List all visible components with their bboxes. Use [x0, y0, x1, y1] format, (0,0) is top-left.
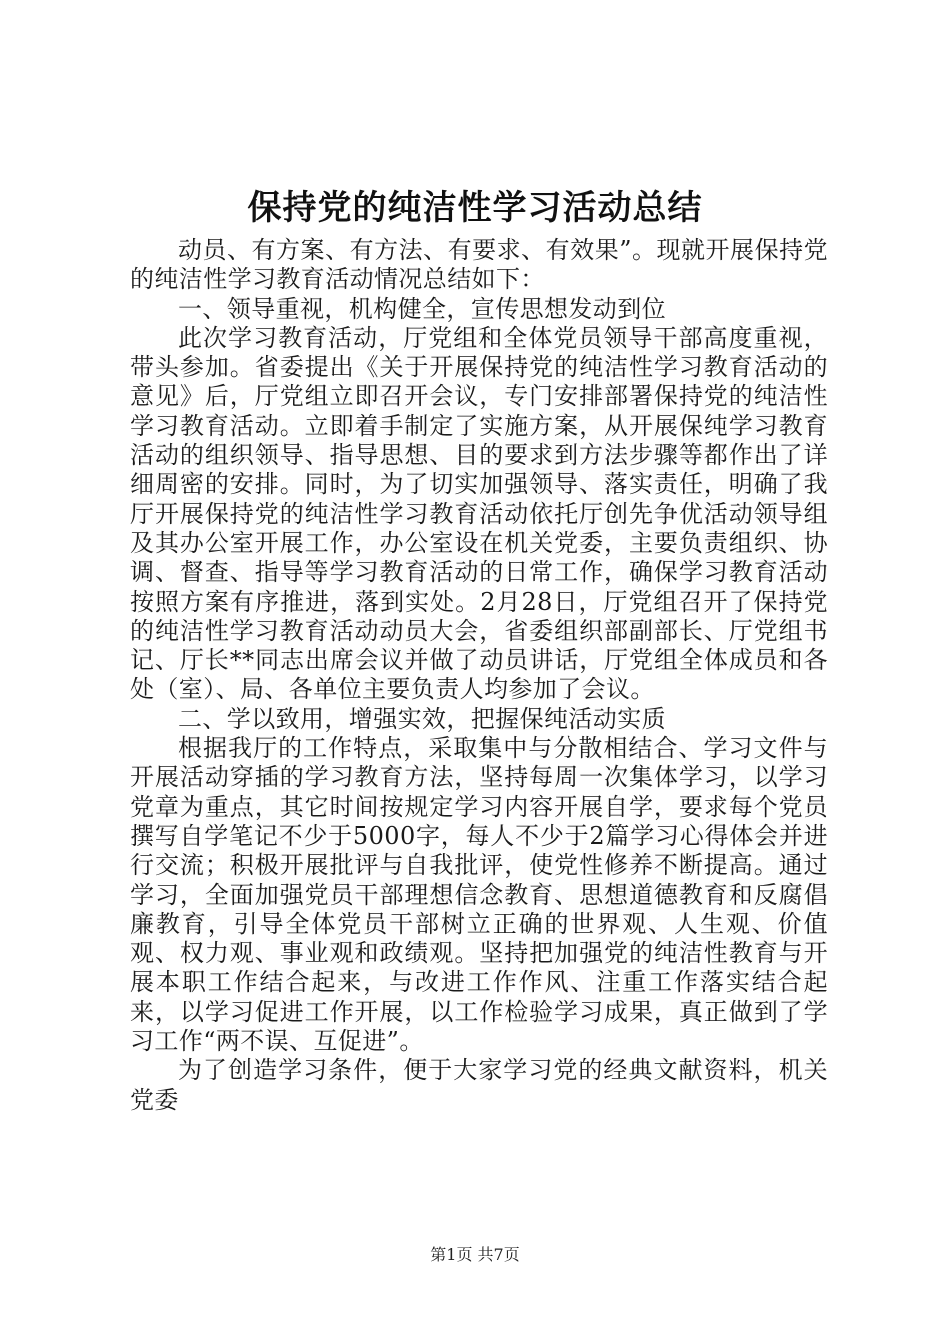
- section-heading-2: 二、学以致用，增强实效，把握保纯活动实质: [178, 704, 666, 733]
- document-title: 保持党的纯洁性学习活动总结: [247, 188, 703, 228]
- paragraph-section-2: 根据我厅的工作特点，采取集中与分散相结合、学习文件与开展活动穿插的学习教育方法，坚持每周一次集体学习，以学习党章为重点，其它时间按规定学习内容开展自学，要求每个党员撰写自学笔记不少于5000字，每人不少于2篇学习心得体会并进行交流；积极开展批评与自我批评，使党性修养不断提高。通过学习，全面加强党员干部理想信念教育、思想道德教育和反腐倡廉教育，引导全体党员干部树立正确的世界观、人生观、价值观、权力观、事业观和政绩观。坚持把加强党的纯洁性教育与开展本职工作结合起来，与改进工作作风、注重工作落实结合起来，以学习促进工作开展，以工作检验学习成果，真正做到了学习工作“两不误、互促进”。: [130, 734, 828, 1056]
- document-body: [130, 236, 828, 1115]
- paragraph-closing: 为了创造学习条件，便于大家学习党的经典文献资料，机关党委: [130, 1056, 828, 1114]
- paragraph-intro: 动员、有方案、有方法、有要求、有效果”。现就开展保持党的纯洁性学习教育活动情况总结如下：: [130, 236, 828, 294]
- page-number: 第1页 共7页: [430, 1245, 520, 1264]
- section-heading-1: 一、领导重视，机构健全，宣传思想发动到位: [178, 294, 666, 323]
- paragraph-section-1: 此次学习教育活动，厅党组和全体党员领导干部高度重视，带头参加。省委提出《关于开展保持党的纯洁性学习教育活动的意见》后，厅党组立即召开会议，专门安排部署保持党的纯洁性学习教育活动。立即着手制定了实施方案，从开展保纯学习教育活动的组织领导、指导思想、目的要求到方法步骤等都作出了详细周密的安排。同时，为了切实加强领导、落实责任，明确了我厅开展保持党的纯洁性学习教育活动依托厅创先争优活动领导组及其办公室开展工作，办公室设在机关党委，主要负责组织、协调、督查、指导等学习教育活动的日常工作，确保学习教育活动按照方案有序推进，落到实处。2月28日，厅党组召开了保持党的纯洁性学习教育活动动员大会，省委组织部副部长、厅党组书记、厅长**同志出席会议并做了动员讲话，厅党组全体成员和各处（室）、局、各单位主要负责人均参加了会议。: [130, 323, 828, 704]
